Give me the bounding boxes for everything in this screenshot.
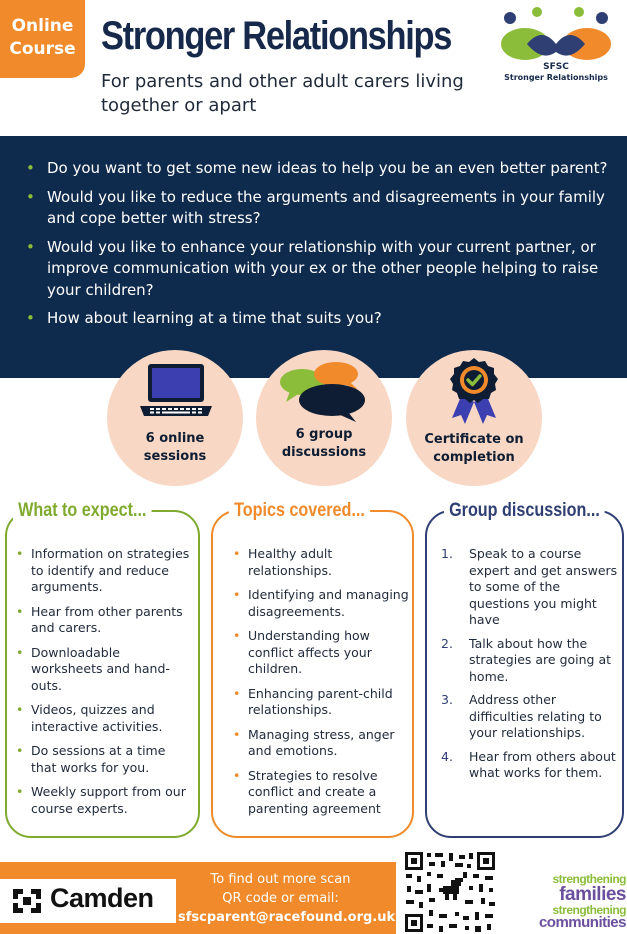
panel-title: Topics covered... <box>229 500 370 522</box>
item-number: 4. <box>441 748 453 764</box>
list-item: • Understanding how conflict affects your children. <box>233 628 415 678</box>
list-item <box>441 636 621 686</box>
list-item: • Hear from other parents and carers. <box>16 604 191 637</box>
list-item: • Downloadable worksheets and hand-outs. <box>16 645 191 695</box>
speech-bubbles-icon <box>278 358 370 424</box>
qr-code-icon[interactable] <box>403 850 497 934</box>
list-item: • Do sessions at a time that works for you. <box>16 743 191 776</box>
list-item: • Weekly support from our course experts. <box>16 784 191 817</box>
item-text: Hear from others about what works for them. <box>469 748 616 780</box>
contact-email-link[interactable]: sfscparent@racefound.org.uk <box>178 910 396 925</box>
feature-label-line: discussions <box>281 445 367 460</box>
feature-certificate <box>406 350 542 486</box>
laptop-icon <box>138 362 214 422</box>
question-item: • Do you want to get some new ideas to help you be an even better parent? <box>26 158 616 180</box>
group-list <box>441 546 621 789</box>
topics-list <box>233 546 415 825</box>
feature-label-line: 6 group <box>295 427 353 442</box>
item-text: Address other difficulties relating to your relationships. <box>469 692 602 740</box>
item-text: Speak to a course expert and get answers to some of the questions you might have <box>469 546 618 627</box>
logo-subtext: Stronger Relationships <box>504 73 608 82</box>
camden-logo <box>0 879 176 923</box>
item-number: 2. <box>441 635 453 651</box>
header <box>0 0 627 136</box>
list-item <box>441 749 621 782</box>
feature-group-discussions <box>256 350 392 486</box>
sf-logo-line: families <box>559 884 626 905</box>
item-number: 3. <box>441 692 453 707</box>
expect-list <box>16 546 191 825</box>
question-item: • Would you like to enhance your relationship with your current partner, or improve communication with your ex or the other people helping to raise your children? <box>26 237 616 302</box>
sf-logo-line: communities <box>538 914 626 931</box>
badge-line: Online <box>11 16 74 36</box>
group-discussion-panel <box>425 500 624 838</box>
feature-label-line: sessions <box>143 449 207 464</box>
contact-info <box>178 870 396 927</box>
contact-line: To find out more scan <box>210 872 351 887</box>
feature-label-line: completion <box>433 450 515 465</box>
list-item: • Healthy adult relationships. <box>233 546 415 579</box>
camden-wordmark: Camden <box>50 883 154 913</box>
camden-emblem-icon <box>9 885 45 917</box>
sf-logo-line: strengthening <box>552 903 626 917</box>
list-item <box>441 546 621 629</box>
badge-line: Course <box>9 39 76 59</box>
questions-list <box>26 158 616 337</box>
list-item: • Enhancing parent-child relationships. <box>233 686 415 719</box>
sf-logo-line: strengthening <box>552 872 626 886</box>
item-text: Talk about how the strategies are going at home. <box>469 635 612 684</box>
question-item: • Would you like to reduce the arguments and disagreements in your family and cope better with stress? <box>26 187 616 230</box>
questions-section <box>0 136 627 378</box>
list-item: • Managing stress, anger and emotions. <box>233 727 415 760</box>
feature-label-line: 6 online <box>145 431 205 446</box>
feature-label <box>107 430 243 466</box>
online-course-badge <box>0 0 85 78</box>
logo-text: SFSC <box>543 62 569 72</box>
feature-label <box>406 431 542 467</box>
page-subtitle: For parents and other adult carers living together or apart <box>101 71 464 116</box>
list-item: • Identifying and managing disagreements. <box>233 587 415 620</box>
feature-label-line: Certificate on <box>424 432 524 447</box>
award-rosette-icon <box>446 356 502 428</box>
contact-line: QR code or email: <box>222 891 339 906</box>
panel-title: Group discussion... <box>444 500 605 522</box>
item-number: 1. <box>441 546 453 561</box>
panel-title: What to expect... <box>13 500 152 522</box>
what-to-expect-panel <box>5 500 200 838</box>
feature-online-sessions <box>107 350 243 486</box>
feature-label <box>256 426 392 462</box>
question-item: • How about learning at a time that suits you? <box>26 308 616 330</box>
list-item: • Information on strategies to identify and reduce arguments. <box>16 546 191 596</box>
list-item: • Strategies to resolve conflict and create a parenting agreement <box>233 768 415 818</box>
strengthening-families-logo <box>520 873 626 930</box>
page-title: Stronger Relationships <box>101 14 452 58</box>
list-item <box>441 692 621 742</box>
list-item: • Videos, quizzes and interactive activities. <box>16 702 191 735</box>
topics-covered-panel <box>211 500 414 838</box>
